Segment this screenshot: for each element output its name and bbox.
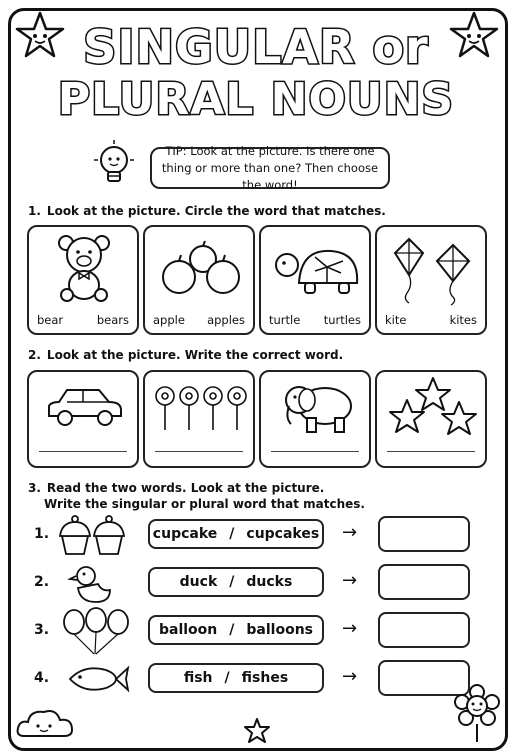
word-plural: ducks [246,574,293,590]
arrow-icon: → [342,666,358,687]
answer-line[interactable] [39,451,127,452]
row-number: 1. [34,526,50,542]
word-choice-pill [148,615,324,645]
word-singular[interactable]: bear [37,313,64,327]
word-plural[interactable]: kites [449,313,477,327]
section2-instruction: Look at the picture. Write the correct word. [46,348,344,362]
tip-box: TIP: Look at the picture. Is there one thing or more than one? Then choose the word! [150,147,390,189]
word-plural[interactable]: apples [207,313,245,327]
word-plural: cupcakes [246,526,320,542]
arrow-icon: → [342,522,358,543]
word-choice-pill [148,663,324,693]
section1-instruction: Look at the picture. Circle the word that matches. [46,204,386,218]
arrow-icon: → [342,570,358,591]
answer-box[interactable] [378,612,470,648]
section1-heading [28,204,386,218]
word-singular[interactable]: kite [385,313,407,327]
elephant-icon [281,378,357,436]
answer-box[interactable] [378,516,470,552]
cupcakes-icon [58,514,128,556]
section1-card [259,225,371,335]
word-singular: cupcake [152,526,218,542]
separator: / [224,670,230,686]
separator: / [229,526,235,542]
word-plural[interactable]: turtles [323,313,361,327]
answer-line[interactable] [387,451,475,452]
apples-icon [157,239,247,299]
answer-box[interactable] [378,564,470,600]
word-singular: balloon [158,622,218,638]
answer-line[interactable] [155,451,243,452]
word-singular: fish [183,670,213,686]
row-number: 4. [34,670,50,686]
word-plural: fishes [241,670,289,686]
turtle-icon [269,243,365,299]
section1-number: 1. [28,204,41,218]
fish-icon [66,662,130,696]
word-choice-pill [148,567,324,597]
row-number: 3. [34,622,50,638]
row-number: 2. [34,574,50,590]
duck-icon [72,562,114,604]
word-singular[interactable]: turtle [269,313,301,327]
section2-heading [28,348,343,362]
section3-instruction-line2: Write the singular or plural word that matches. [44,497,365,511]
separator: / [229,622,235,638]
word-singular[interactable]: apple [153,313,185,327]
page-title-line1: SINGULAR or [83,20,429,74]
section1-card [27,225,139,335]
section2-card [143,370,255,468]
word-plural: balloons [246,622,313,638]
arrow-icon: → [342,618,358,639]
page-title-line2: PLURAL NOUNS [57,74,455,125]
teddy-bear-icon [54,233,114,303]
section3-heading [28,480,365,512]
flower-icon [452,684,502,744]
flowers-icon [153,384,249,432]
kites-icon [391,235,475,305]
car-icon [45,382,125,432]
word-choice-pill [148,519,324,549]
section1-card [143,225,255,335]
word-plural[interactable]: bears [96,313,129,327]
separator: / [229,574,235,590]
lightbulb-icon [92,140,136,192]
section2-card [375,370,487,468]
section2-card [259,370,371,468]
cloud-icon [16,706,76,740]
star-icon [244,718,270,744]
section2-number: 2. [28,348,41,362]
word-singular: duck [179,574,218,590]
stars-icon [391,376,477,436]
section2-card [27,370,139,468]
answer-line[interactable] [271,451,359,452]
section3-number: 3. [28,481,41,495]
section1-card [375,225,487,335]
section3-instruction-line1: Read the two words. Look at the picture. [46,481,325,495]
balloons-icon [62,608,130,656]
